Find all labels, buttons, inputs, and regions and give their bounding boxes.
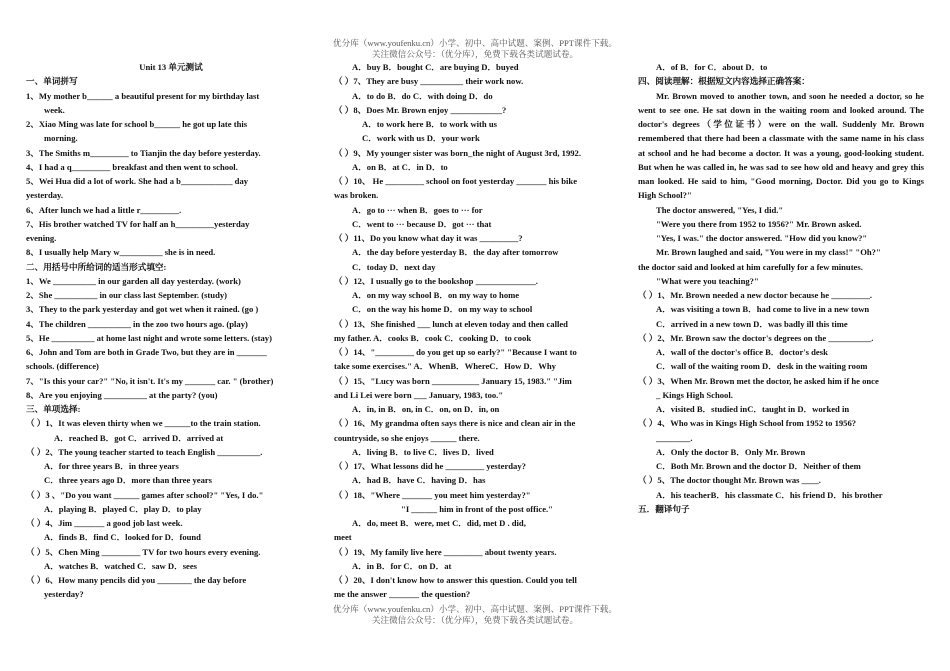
text-line: 一、单词拼写: [26, 76, 78, 87]
text-line: The doctor answered, "Yes, I did.": [656, 204, 784, 215]
text-line: me the answer _______ the question?: [334, 589, 471, 600]
text-line: A．on my way school B．on my way to home: [352, 290, 520, 300]
text-line: A．for three years B．in three years: [44, 461, 179, 471]
text-line: 8、I usually help Mary w__________ she is in need.: [26, 247, 216, 258]
text-line: （ ）2、Mr. Brown saw the doctor's degrees on the __________.: [638, 332, 874, 343]
text-line: A．finds B．find C．looked for D．found: [44, 532, 201, 543]
text-line: C．on the way his home D．on my way to school: [352, 304, 533, 315]
text-line: C．Both Mr. Brown and the doctor D．Neither of them: [656, 461, 861, 471]
text-line: the doctor said and looked at him carefully for a few minutes.: [638, 261, 863, 272]
text-line: "Yes, I was." the doctor answered. "How did you know?": [656, 233, 868, 243]
text-line: A．visited B．studied inC．taught in D．worked in: [656, 404, 850, 414]
text-line: 二、用括号中所给词的适当形式填空:: [26, 261, 167, 272]
text-line: （ ）4、Jim _______ a good job last week.: [26, 518, 183, 528]
text-line: A．the day before yesterday B．the day after tomorrow: [352, 247, 559, 258]
text-line: A．to do B．do C．with doing D．do: [352, 90, 493, 101]
text-line: （ ）4、Who was in Kings High School from 1952 to 1956?: [638, 418, 857, 429]
text-line: ________.: [656, 432, 693, 443]
watermark-top: [0, 38, 950, 60]
text-line: 8、Are you enjoying __________ at the party? (you): [26, 389, 218, 400]
text-line: "What were you teaching?": [656, 275, 759, 286]
reading-passage: Mr. Brown moved to another town, and soon he needed a doctor, so he went to see one. He sat down in the waiting room and looked around. The doctor's degrees（学位证书）were on the wall. Suddenly Mr. Brown remembered that there had been a classmate with the same name in his class at school and he had become a doctor. It was a young, good-looking student. But when he was called in, he was sad to see how old and heavy and grey this man looked. He said to him, "Good morning, Doctor. Did you go to Kings High School?": [638, 90, 924, 201]
text-line: 6、After lunch we had a little r_________.: [26, 204, 182, 215]
watermark-bottom-line-2: 关注微信公众号：（优分库），免费下载各类试题试卷。: [371, 615, 579, 625]
text-line: A．go to ··· when B．goes to ··· for: [352, 204, 483, 215]
text-line: A．in B．for C．on D．at: [352, 560, 452, 571]
text-line: "I ______ him in front of the post office.": [401, 503, 553, 514]
text-line: （ ）1、It was eleven thirty when we ______to the train station.: [26, 418, 261, 429]
text-line: （ ）18、"Where _______ you meet him yesterday?": [334, 489, 531, 500]
text-line: evening.: [26, 233, 57, 243]
text-line: （ ）19、My family live here _________ about twenty years.: [334, 546, 557, 557]
text-line: 2、Xiao Ming was late for school b______ he got up late this: [26, 119, 248, 129]
text-line: my father. A．cooks B．cook C．cooking D．to cook: [334, 332, 532, 343]
text-line: "Were you there from 1952 to 1956?" Mr. Brown asked.: [656, 218, 862, 229]
text-line: C．today D．next day: [352, 261, 436, 272]
text-line: A．Only the doctor B．Only Mr. Brown: [656, 446, 806, 457]
text-line: （ ）3 、"Do you want ______ games after school?" "Yes, I do.": [26, 489, 264, 500]
text-line: （ ）14、"_________ do you get up so early?" "Because I want to: [334, 347, 577, 357]
text-line: C．arrived in a new town D．was badly ill this time: [656, 318, 848, 329]
text-line: （ ）5、The doctor thought Mr. Brown was ____.: [638, 475, 821, 486]
text-line: 1、My mother b______ a beautiful present for my birthday last: [26, 90, 260, 101]
text-line: 2、She __________ in our class last September. (study): [26, 290, 228, 300]
column-right: [638, 60, 924, 516]
text-line: （ ）7、They are busy __________ their work now.: [334, 76, 524, 87]
text-line: A．in, in B．on, in C．on, on D．in, on: [352, 404, 500, 414]
text-line: yesterday?: [44, 589, 84, 600]
text-line: 7、His brother watched TV for half an h_________yesterday: [26, 218, 250, 229]
watermark-bottom: [0, 604, 950, 626]
text-line: 三、单项选择:: [26, 404, 81, 414]
text-line: （ ）15、"Lucy was born ___________ January 15, 1983." "Jim: [334, 375, 572, 386]
text-line: 7、"Is this your car?" "No, it isn't. It's my _______ car. " (brother): [26, 375, 274, 386]
text-line: C．wall of the waiting room D．desk in the waiting room: [656, 361, 868, 372]
text-line: （ ）5、Chen Ming _________ TV for two hours every evening.: [26, 546, 261, 557]
text-line: schools. (difference): [26, 361, 99, 372]
text-line: 1、We __________ in our garden all day yesterday. (work): [26, 275, 241, 286]
text-line: Unit 13 单元测试: [139, 62, 203, 72]
text-line: A．buy B．bought C．are buying D．buyed: [352, 62, 519, 72]
text-line: A．had B．have C．having D．has: [352, 475, 486, 486]
text-line: （ ）17、What lessons did he _________ yesterday?: [334, 461, 526, 471]
text-line: A．watches B．watched C．saw D．sees: [44, 560, 198, 571]
text-line: 五．翻译句子: [638, 503, 690, 514]
text-line: A．to work here B．to work with us: [362, 119, 497, 129]
text-line: （ ）10、 He _________ school on foot yesterday _______ his bike: [334, 176, 578, 186]
text-line: A．playing B．played C．play D．to play: [44, 503, 202, 514]
watermark-top-line-1: 优分库（www.youfenku.cn）小学、初中、高中试题、案例、PPT课件下载。: [333, 38, 617, 48]
text-line: C．went to ··· because D．got ··· that: [352, 218, 492, 229]
text-line: C．work with us D．your work: [362, 133, 480, 144]
text-line: 4、I had a q_________ breakfast and then went to school.: [26, 161, 238, 172]
text-line: （ ）2、The young teacher started to teach English __________.: [26, 446, 263, 457]
text-line: （ ）3、When Mr. Brown met the doctor, he asked him if he once: [638, 375, 879, 386]
text-line: A．wall of the doctor's office B．doctor's desk: [656, 347, 828, 357]
watermark-top-line-2: 关注微信公众号：（优分库），免费下载各类试题试卷。: [371, 49, 579, 59]
text-line: 四、阅读理解：根据短文内容选择正确答案：: [638, 76, 810, 87]
text-line: _ Kings High School.: [656, 389, 733, 400]
text-line: meet: [334, 532, 352, 543]
text-line: C．three years ago D．more than three years: [44, 475, 213, 486]
text-line: （ ）6、How many pencils did you ________ the day before: [26, 575, 247, 585]
text-line: 3、They to the park yesterday and got wet when it rained. (go ): [26, 304, 259, 315]
text-line: was broken.: [334, 190, 379, 201]
text-line: （ ）12、I usually go to the bookshop ______________.: [334, 275, 538, 286]
text-line: （ ）20、I don't know how to answer this question. Could you tell: [334, 575, 577, 585]
text-line: 5、Wei Hua did a lot of work. She had a b____________ day: [26, 176, 249, 186]
text-line: countryside, so she enjoys ______ there.: [334, 432, 480, 443]
text-line: yesterday.: [26, 190, 63, 201]
column-left: [26, 60, 316, 602]
text-line: （ ）11、Do you know what day it was _________?: [334, 233, 523, 243]
text-line: 6、John and Tom are both in Grade Two, but they are in _______: [26, 347, 267, 357]
text-line: take some exercises." A．WhenB．WhereC．How D．Why: [334, 361, 556, 372]
column-middle: [334, 60, 620, 602]
column-right-top: [638, 60, 924, 89]
text-line: （ ）8、Does Mr. Brown enjoy ____________?: [334, 104, 507, 115]
text-line: （ ）13、She finished ___ lunch at eleven today and then called: [334, 318, 568, 329]
text-line: morning.: [44, 133, 78, 144]
text-line: and Li Lei were born ___ January, 1983, too.": [334, 389, 504, 400]
text-line: 5、He __________ at home last night and wrote some letters. (stay): [26, 332, 272, 343]
watermark-bottom-line-1: 优分库（www.youfenku.cn）小学、初中、高中试题、案例、PPT课件下载。: [333, 604, 617, 614]
text-line: （ ）1、Mr. Brown needed a new doctor because he _________.: [638, 290, 873, 300]
column-right-bottom: [638, 203, 924, 517]
text-line: 3、The Smiths m_________ to Tianjin the day before yesterday.: [26, 147, 261, 158]
text-line: 4、The children __________ in the zoo two hours ago. (play): [26, 318, 248, 329]
text-line: Mr. Brown laughed and said, "You were in my class!" "Oh?": [656, 247, 881, 258]
text-line: A．reached B．got C．arrived D．arrived at: [54, 432, 224, 443]
text-line: A．on B．at C．in D．to: [352, 161, 448, 172]
text-line: A．do, meet B．were, met C．did, met D . did,: [352, 518, 526, 528]
text-line: A．was visiting a town B．had come to live in a new town: [656, 304, 870, 315]
text-line: A．of B．for C．about D．to: [656, 62, 768, 72]
text-line: A．his teacherB．his classmate C．his friend D．his brother: [656, 489, 883, 500]
text-line: A．living B．to live C．lives D．lived: [352, 446, 494, 457]
text-line: week.: [44, 104, 65, 115]
text-line: （ ）16、My grandma often says there is nice and clean air in the: [334, 418, 576, 429]
text-line: （ ）9、My younger sister was born_the night of August 3rd, 1992.: [334, 147, 582, 158]
